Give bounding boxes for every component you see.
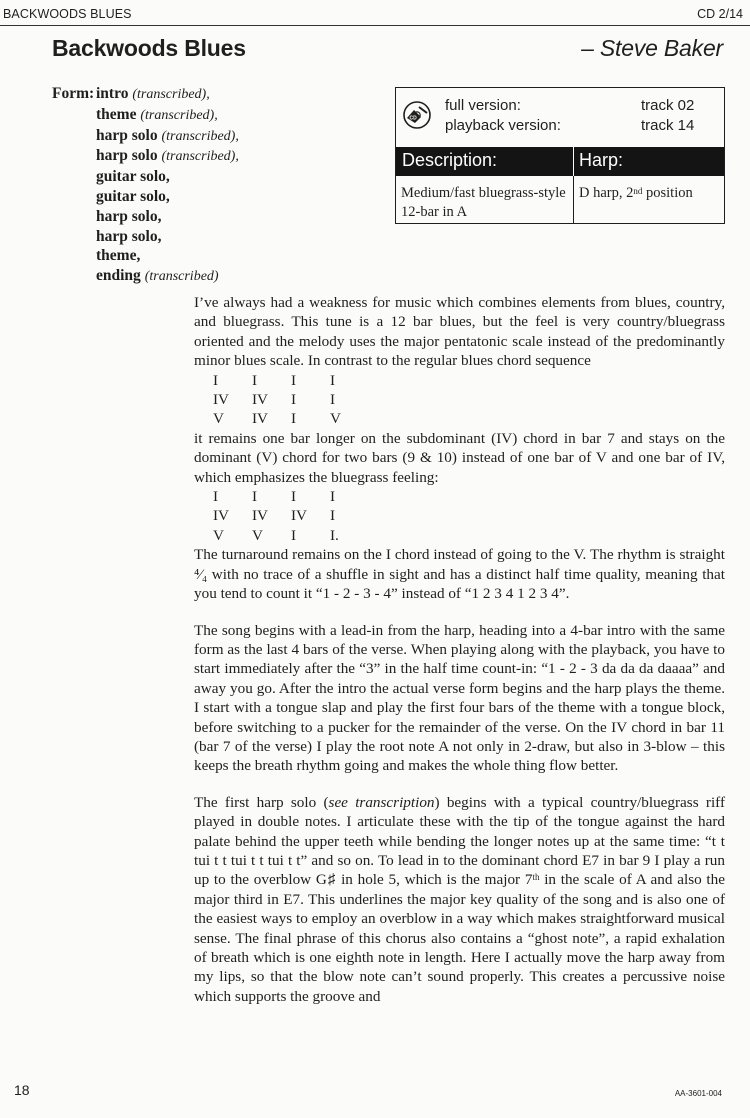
form-item-part: theme [96,105,137,123]
chord-chart-regular [213,371,369,429]
form-item-part: guitar solo, [96,187,170,205]
chord-cell: I [330,507,336,525]
playback-version-label: playback version: [445,117,561,134]
form-item-part: ending [96,267,141,285]
form-list [52,84,312,287]
chord-row [213,487,369,506]
chord-cell: IV [252,391,269,409]
form-item-note: (transcribed) [144,269,219,285]
form-item-part: harp solo [96,126,158,144]
chord-cell: I [330,488,336,506]
form-items [52,84,312,287]
catalog-code: AA-3601-004 [674,1089,722,1098]
paragraph-first-solo-text-c: in the scale of A and also the major third in E7. This underlines the major key quality of the song and is also one of the easiest ways to employ an overblow in a way which makes straightforward musical sense. The final phrase of this chorus also contains a “ghost note”, a rapid exhalation of breath which is one eighth note in length. Here I actually move the harp away from my lips, so that the blow note can’t sound properly. This creates a percussive noise which supports the groove and [194,871,725,1005]
chord-cell: I [291,410,297,428]
paragraph-variation: it remains one bar longer on the subdominant (IV) chord in bar 7 and stays on the dominant (V) chord for two bars (9 & 10) instead of one bar of V and one bar of IV, which emphasizes the bluegrass feeling: [194,429,725,486]
cd-info-box [395,87,725,224]
paragraph-song-begins: The song begins with a lead-in from the harp, heading into a 4-bar intro with the same form as the last 4 bars of the verse. When playing along with the playback, you have to start immediately after the “3” in the half time count-in: “1 - 2 - 3 da da da daaaa” and away you go. After the intro the actual verse form begins and the harp plays the theme. I start with a tongue slap and play the first four bars of the theme with a tongue block, before switching to a pucker for the remainder of the verse. On the IV chord in bar 11 (bar 7 of the verse) I play the root note A not only in 2-draw, but also in 3-blow – this keeps the breath rhythm going and makes the whole thing flow better. [194,621,725,775]
chord-cell: IV [252,507,269,525]
paragraph-turnaround: The turnaround remains on the I chord instead of going to the V. The rhythm is straight ⁴⁄₄ with no trace of a shuffle in sight and has a distinct half time quality, meaning that you tend to count it “1 - 2 - 3 - 4” instead of “1 2 3 4 1 2 3 4”. [194,546,725,603]
form-item-part: intro [96,85,129,102]
form-item [96,266,312,287]
chord-row [213,526,369,545]
harp-position-sup: nd [633,186,643,196]
full-version-label: full version: [445,97,521,114]
form-item-note: (transcribed), [161,149,239,165]
description-heading: Description: [402,150,498,170]
chord-cell: I [252,488,258,506]
form-item [96,246,312,266]
chord-cell: I [291,488,297,506]
header-rule [0,25,750,26]
description-text: Medium/fast bluegrass-style 12-bar in A [401,185,566,220]
harp-key: D harp, 2 [579,185,634,201]
paragraph-first-solo-text-b: ) begins with a typical country/bluegrass riff played in double notes. I articulate these with the tip of the tongue against the hard palate behind the upper teeth while bending the longer notes up at the same time: “t t tui t t tui t t tui t t” and so on. To lead in to the dominant chord E7 in bar 9 I play a run up to the overblow G♯ in hole 5, which is the major 7 [194,793,726,889]
chord-cell: I [213,488,219,506]
chord-cell: I [213,371,219,389]
chord-cell: I. [330,526,339,544]
form-item-part: harp solo, [96,207,162,225]
form-item-note: (transcribed), [140,107,218,123]
chord-cell: I [291,371,297,389]
cd-icon [403,101,431,129]
chord-cell: I [330,391,336,409]
form-item [96,187,312,207]
chord-cell: I [291,526,297,544]
chord-cell: V [213,526,224,544]
cd-box-heading-bar [396,147,724,176]
form-item [96,207,312,227]
form-item [96,167,312,187]
chord-cell: IV [213,391,230,409]
chord-chart-bluegrass [213,487,369,545]
chord-cell: I [252,371,258,389]
playback-version-track: track 14 [641,117,695,134]
form-item-part: harp solo, [96,227,162,245]
form-item [96,84,312,105]
see-transcription-ref: see transcription [328,793,435,811]
chord-cell: IV [213,507,230,525]
form-item-part: theme, [96,247,141,265]
running-header-section: BACKWOODS BLUES [3,7,132,21]
harp-position: position [642,185,693,201]
form-item [96,227,312,247]
paragraph-intro: I’ve always had a weakness for music which combines elements from blues, country, and bluegrass. This tune is a 12 bar blues, but the feel is very country/bluegrass oriented and the melody uses the major pentatonic scale instead of the predominantly minor blues scale. In contrast to the regular blues chord sequence [194,294,725,370]
chord-row [213,409,369,428]
form-label: Form: [52,85,95,102]
harp-heading: Harp: [579,150,624,170]
article-body [194,293,725,1006]
form-item [96,146,312,167]
page-title: Backwoods Blues [52,35,246,61]
chord-cell: I [291,391,297,409]
seventh-sup: th [532,872,540,883]
chord-row [213,371,369,390]
chord-cell: IV [252,410,269,428]
harp-text [579,184,719,203]
chord-cell: IV [291,507,308,525]
cd-box-bar-divider [573,147,574,176]
chord-row [213,506,369,525]
form-item-note: (transcribed), [132,87,210,102]
form-item-part: harp solo [96,147,158,165]
chord-row [213,390,369,409]
chord-cell: V [252,526,263,544]
form-item-note: (transcribed), [161,128,239,144]
page-number: 18 [14,1082,30,1098]
chord-cell: V [213,410,224,428]
chord-cell: I [330,371,336,389]
running-header-cd: CD 2/14 [697,7,743,21]
form-item [96,126,312,147]
paragraph-first-solo-text-a: The first harp solo ( [194,793,329,811]
full-version-track: track 02 [641,97,695,114]
svg-text:CD: CD [409,115,417,122]
form-item-part: guitar solo, [96,168,170,186]
form-item [96,105,312,126]
paragraph-first-solo [194,793,725,1006]
chord-cell: V [330,410,341,428]
author: – Steve Baker [581,35,723,61]
